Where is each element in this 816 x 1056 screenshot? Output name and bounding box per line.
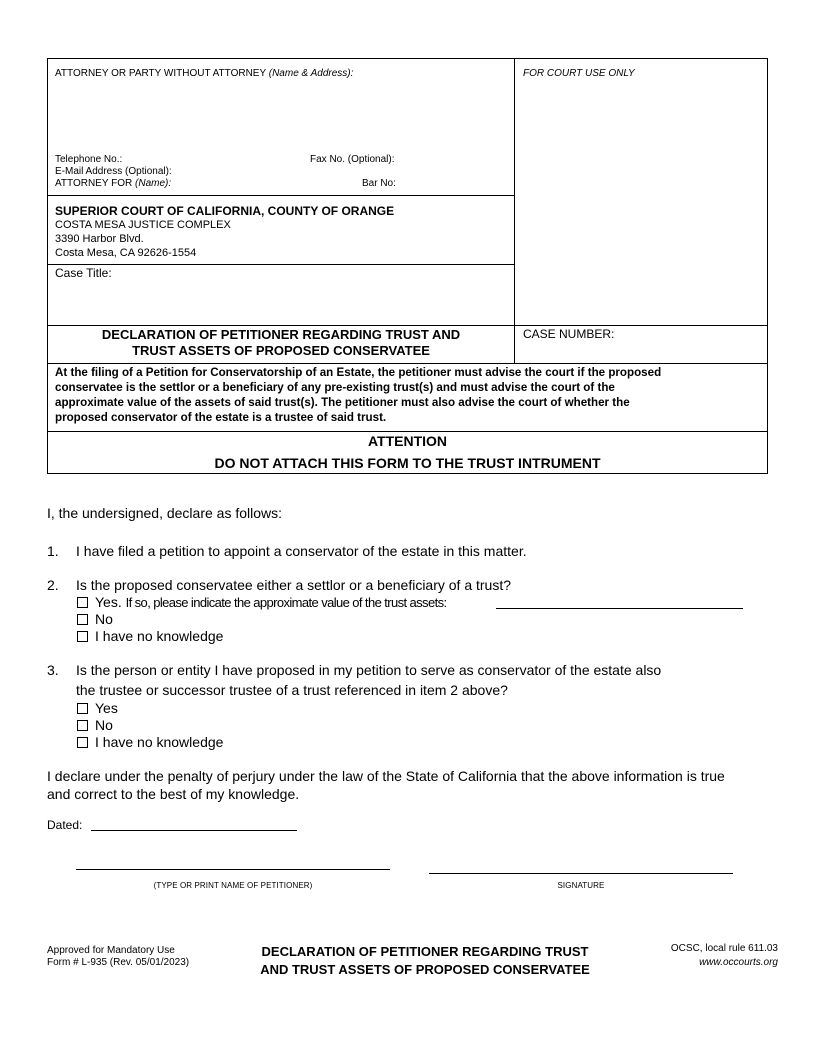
form-title-line-1: DECLARATION OF PETITIONER REGARDING TRUST AND [101,327,461,342]
case-title-label: Case Title: [55,266,112,280]
item-2-no-label: No [95,611,113,627]
attorney-for-italic: (Name): [135,178,172,189]
telephone-label: Telephone No.: [55,154,123,165]
attention-heading: ATTENTION [367,433,448,449]
court-line-3: Costa Mesa, CA 92626-1554 [55,247,197,259]
item-3-yes-checkbox[interactable] [77,703,88,714]
fax-label: Fax No. (Optional): [310,154,395,165]
item-2-yes-label: Yes. [95,594,122,610]
footer-approved: Approved for Mandatory Use [47,945,175,956]
perjury-line-1: I declare under the penalty of perjury under the law of the State of California that the above information is true [47,768,725,784]
item-2-text: Is the proposed conservatee either a settlor or a beneficiary of a trust? [76,577,512,593]
trust-value-field[interactable] [496,608,743,609]
attorney-for-label [55,178,171,189]
case-title-box [47,264,515,326]
item-2-no-knowledge-label: I have no knowledge [95,628,224,644]
item-3-no-label: No [95,717,113,733]
attention-subheading: DO NOT ATTACH THIS FORM TO THE TRUST INTRUMENT [214,455,601,471]
item-2-yes-detail: If so, please indicate the approximate value of the trust assets: [125,595,447,610]
footer-title-line-1: DECLARATION OF PETITIONER REGARDING TRUST [261,944,589,959]
item-1-number: 1. [47,543,59,559]
notice-line-4: proposed conservator of the estate is a trustee of said trust. [55,411,387,424]
item-3-no-knowledge-label: I have no knowledge [95,734,224,750]
item-3-no-option[interactable] [77,717,113,733]
court-line-1: COSTA MESA JUSTICE COMPLEX [55,219,231,231]
footer-rule: OCSC, local rule 611.03 [670,943,778,954]
item-2-no-option[interactable] [77,611,113,627]
attorney-label-italic: (Name & Address): [268,68,354,79]
item-1-text: I have filed a petition to appoint a conservator of the estate in this matter. [76,543,527,559]
court-use-label: FOR COURT USE ONLY [523,68,635,79]
intro-text: I, the undersigned, declare as follows: [47,505,283,521]
notice-line-3: approximate value of the assets of said trust(s). The petitioner must also advise the court of whether the [55,396,630,409]
item-3-no-checkbox[interactable] [77,720,88,731]
item-3-line-2: the trustee or successor trustee of a trust referenced in item 2 above? [76,682,508,698]
item-2-no-knowledge-checkbox[interactable] [77,631,88,642]
signature-caption: SIGNATURE [557,881,605,890]
footer-website[interactable]: www.occourts.org [699,957,778,968]
dated-label: Dated: [47,818,83,832]
footer-form-number: Form # L-935 (Rev. 05/01/2023) [47,957,190,968]
perjury-line-2: and correct to the best of my knowledge. [47,786,300,802]
item-2-number: 2. [47,577,59,593]
item-2-no-checkbox[interactable] [77,614,88,625]
court-line-2: 3390 Harbor Blvd. [55,233,144,245]
item-3-number: 3. [47,662,59,678]
item-3-no-knowledge-option[interactable] [77,734,223,750]
bar-no-label: Bar No: [362,178,396,189]
notice-line-2: conservatee is the settlor or a beneficiary of any pre-existing trust(s) and must advise the court of the [55,381,615,394]
attorney-label-text: ATTORNEY OR PARTY WITHOUT ATTORNEY [55,68,266,79]
dated-field[interactable] [91,830,297,831]
attorney-label [55,68,353,79]
case-number-label: CASE NUMBER: [523,327,615,341]
court-use-box [514,58,768,326]
petitioner-name-field[interactable] [76,869,390,870]
item-2-yes-checkbox[interactable] [77,597,88,608]
email-label: E-Mail Address (Optional): [55,166,172,177]
item-3-line-1: Is the person or entity I have proposed in my petition to serve as conservator of the estate also [76,662,662,678]
item-3-no-knowledge-checkbox[interactable] [77,737,88,748]
notice-line-1: At the filing of a Petition for Conservatorship of an Estate, the petitioner must advise the court if the proposed [55,366,662,379]
petitioner-name-caption: (TYPE OR PRINT NAME OF PETITIONER) [153,881,313,890]
item-3-yes-label: Yes [95,700,118,716]
item-2-yes-option[interactable] [77,594,447,610]
attorney-for-text: ATTORNEY FOR [55,178,133,189]
signature-field[interactable] [429,873,733,874]
form-title-line-2: TRUST ASSETS OF PROPOSED CONSERVATEE [132,343,430,358]
item-2-no-knowledge-option[interactable] [77,628,223,644]
item-3-yes-option[interactable] [77,700,118,716]
footer-title-line-2: AND TRUST ASSETS OF PROPOSED CONSERVATEE [260,962,590,977]
court-name: SUPERIOR COURT OF CALIFORNIA, COUNTY OF ORANGE [55,204,395,218]
